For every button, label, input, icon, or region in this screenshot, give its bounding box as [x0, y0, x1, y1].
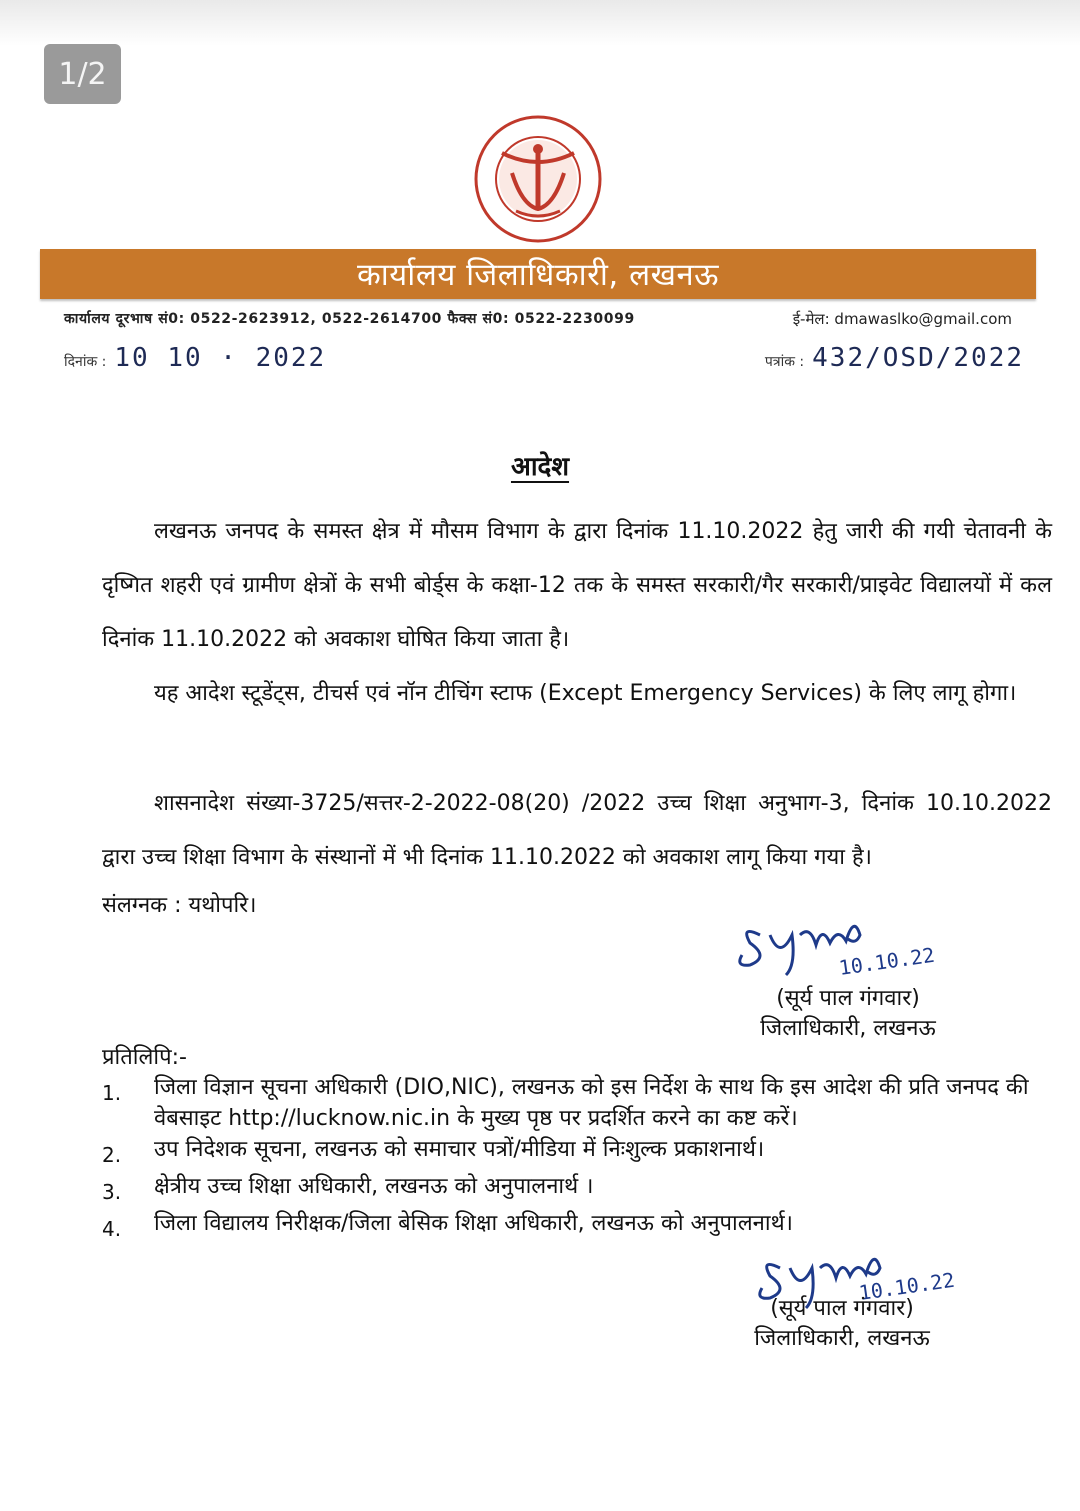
- signatory-name: (सूर्य पाल गंगवार): [776, 986, 920, 1011]
- signature-date: 10.10.22: [837, 942, 937, 980]
- signatory-name: (सूर्य पाल गंगवार): [770, 1296, 914, 1321]
- signature-date: 10.10.22: [857, 1267, 957, 1305]
- viewer-top-bar: [0, 0, 1080, 46]
- office-banner: कार्यालय जिलाधिकारी, लखनऊ: [40, 249, 1036, 299]
- order-paragraph: लखनऊ जनपद के समस्त क्षेत्र में मौसम विभाग के द्वारा दिनांक 11.10.2022 हेतु जारी की गयी चेतावनी के दृष्गित शहरी एवं ग्रामीण क्षेत्रों के सभी बोर्ड्स के कक्षा-12 तक के समस्त सरकारी/गैर सरकारी/प्राइवेट विद्यालयों में कल दिनांक 11.10.2022 को अवकाश घोषित किया जाता है।: [102, 519, 1052, 652]
- signatory-designation: जिलाधिकारी, लखनऊ: [760, 1016, 936, 1041]
- copies-heading: प्रतिलिपि:-: [102, 1045, 187, 1070]
- list-item: 1. जिला विज्ञान सूचना अधिकारी (DIO,NIC), लखनऊ को इस निर्देश के साथ कि इस आदेश की प्रति जनपद की वेबसाइट http://lucknow.nic.in के मुख्य पृष्ठ पर प्रदर्शित करने का कष्ट करें।: [102, 1075, 1029, 1131]
- letter-number-line: [765, 343, 1024, 373]
- list-item: 3. क्षेत्रीय उच्च शिक्षा अधिकारी, लखनऊ को अनुपालनार्थ ।: [102, 1174, 594, 1204]
- signature-mark: [730, 905, 950, 985]
- signatory-block: [742, 1292, 942, 1352]
- list-item: 2. उप निदेशक सूचना, लखनऊ को समाचार पत्रों/मीडिया में निःशुल्क प्रकाशनार्थ।: [102, 1137, 765, 1167]
- letter-number-label: पत्रांक :: [764, 354, 805, 370]
- order-heading: आदेश: [510, 452, 570, 482]
- list-item: 4. जिला विद्यालय निरीक्षक/जिला बेसिक शिक्षा अधिकारी, लखनऊ को अनुपालनार्थ।: [102, 1211, 793, 1241]
- email-line: ई-मेल: dmawaslko@gmail.com: [792, 310, 1012, 328]
- signatory-designation: जिलाधिकारी, लखनऊ: [754, 1326, 930, 1351]
- state-emblem-seal: [472, 113, 604, 245]
- date-label: दिनांक :: [64, 354, 107, 370]
- date-line: [64, 343, 326, 373]
- signatory-block: [748, 982, 948, 1042]
- date-value: 10 10 · 2022: [114, 343, 327, 373]
- phone-line: कार्यालय दूरभाष सं0: 0522-2623912, 0522-2614700 फैक्स सं0: 0522-2230099: [64, 311, 635, 327]
- order-paragraph: यह आदेश स्टूडेंट्स, टीचर्स एवं नॉन टीचिंग स्टाफ (Except Emergency Services) के लिए लागू होगा।: [154, 681, 1017, 706]
- attachment-note: संलग्नक : यथोपरि।: [102, 893, 257, 918]
- letter-number-value: 432/OSD/2022: [812, 343, 1024, 373]
- order-paragraph: शासनादेश संख्या-3725/सत्तर-2-2022-08(20) /2022 उच्च शिक्षा अनुभाग-3, दिनांक 10.10.2022 द्वारा उच्च शिक्षा विभाग के संस्थानों में भी दिनांक 11.10.2022 को अवकाश लागू किया गया है।: [102, 791, 1052, 870]
- copies-list: [102, 1072, 1052, 1245]
- page-indicator[interactable]: 1/2: [44, 44, 121, 104]
